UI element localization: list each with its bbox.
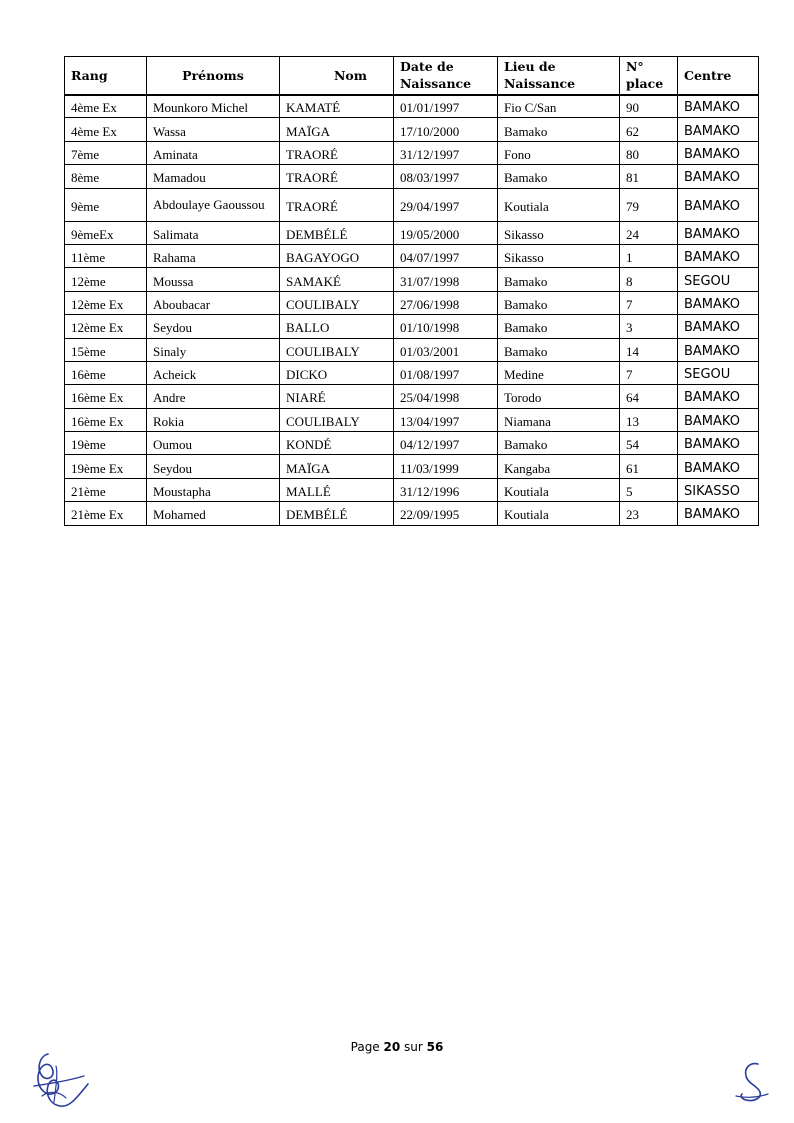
table-row — [65, 165, 759, 188]
cell-date-naissance: 04/12/1997 — [394, 432, 498, 455]
cell-prenoms: Wassa — [147, 118, 280, 141]
table-row — [65, 338, 759, 361]
cell-centre: BAMAKO — [678, 221, 759, 244]
table-row — [65, 455, 759, 478]
cell-rang: 12ème Ex — [65, 291, 147, 314]
cell-rang: 12ème — [65, 268, 147, 291]
header-prenoms: Prénoms — [147, 57, 280, 95]
table-row — [65, 432, 759, 455]
cell-centre: BAMAKO — [678, 141, 759, 164]
cell-prenoms: Aboubacar — [147, 291, 280, 314]
cell-date-naissance: 25/04/1998 — [394, 385, 498, 408]
cell-lieu-naissance: Koutiala — [498, 502, 620, 525]
cell-centre: BAMAKO — [678, 385, 759, 408]
cell-prenoms: Abdoulaye Gaoussou — [147, 188, 280, 221]
cell-prenoms: Mounkoro Michel — [147, 95, 280, 118]
cell-nom: MAÏGA — [280, 455, 394, 478]
cell-nom: MALLÉ — [280, 478, 394, 501]
cell-centre: BAMAKO — [678, 432, 759, 455]
table-row — [65, 118, 759, 141]
cell-centre: BAMAKO — [678, 244, 759, 267]
cell-numero-place: 54 — [620, 432, 678, 455]
cell-nom: COULIBALY — [280, 291, 394, 314]
page-number: 20 — [383, 1040, 401, 1054]
table-row — [65, 361, 759, 384]
cell-date-naissance: 01/03/2001 — [394, 338, 498, 361]
cell-lieu-naissance: Koutiala — [498, 188, 620, 221]
cell-date-naissance: 01/08/1997 — [394, 361, 498, 384]
cell-date-naissance: 31/12/1997 — [394, 141, 498, 164]
cell-lieu-naissance: Sikasso — [498, 244, 620, 267]
cell-centre: BAMAKO — [678, 95, 759, 118]
cell-numero-place: 24 — [620, 221, 678, 244]
cell-lieu-naissance: Bamako — [498, 315, 620, 338]
cell-rang: 12ème Ex — [65, 315, 147, 338]
cell-prenoms: Mohamed — [147, 502, 280, 525]
header-lieu-naissance — [498, 57, 620, 95]
cell-nom: DICKO — [280, 361, 394, 384]
cell-nom: TRAORÉ — [280, 141, 394, 164]
cell-prenoms: Moussa — [147, 268, 280, 291]
cell-nom: NIARÉ — [280, 385, 394, 408]
cell-numero-place: 7 — [620, 361, 678, 384]
cell-lieu-naissance: Sikasso — [498, 221, 620, 244]
cell-rang: 7ème — [65, 141, 147, 164]
cell-nom: DEMBÉLÉ — [280, 221, 394, 244]
cell-numero-place: 64 — [620, 385, 678, 408]
cell-centre: BAMAKO — [678, 118, 759, 141]
cell-nom: BAGAYOGO — [280, 244, 394, 267]
cell-rang: 4ème Ex — [65, 118, 147, 141]
cell-centre: SEGOU — [678, 361, 759, 384]
signature-right-icon — [728, 1058, 774, 1106]
table-row — [65, 141, 759, 164]
table-row — [65, 188, 759, 221]
cell-nom: SAMAKÉ — [280, 268, 394, 291]
cell-rang: 16ème — [65, 361, 147, 384]
cell-prenoms: Mamadou — [147, 165, 280, 188]
cell-prenoms: Oumou — [147, 432, 280, 455]
cell-prenoms: Andre — [147, 385, 280, 408]
cell-nom: KAMATÉ — [280, 95, 394, 118]
cell-rang: 21ème Ex — [65, 502, 147, 525]
cell-centre: SEGOU — [678, 268, 759, 291]
cell-date-naissance: 11/03/1999 — [394, 455, 498, 478]
cell-numero-place: 8 — [620, 268, 678, 291]
cell-centre: BAMAKO — [678, 338, 759, 361]
cell-nom: COULIBALY — [280, 338, 394, 361]
cell-numero-place: 90 — [620, 95, 678, 118]
cell-lieu-naissance: Medine — [498, 361, 620, 384]
cell-numero-place: 61 — [620, 455, 678, 478]
header-lieu-line1: Lieu de — [504, 59, 556, 75]
cell-prenoms: Salimata — [147, 221, 280, 244]
results-table — [64, 56, 759, 526]
cell-rang: 9èmeEx — [65, 221, 147, 244]
cell-centre: SIKASSO — [678, 478, 759, 501]
table-body — [65, 95, 759, 526]
page-footer — [0, 1040, 794, 1054]
cell-numero-place: 3 — [620, 315, 678, 338]
cell-prenoms: Rahama — [147, 244, 280, 267]
cell-prenoms: Moustapha — [147, 478, 280, 501]
cell-rang: 8ème — [65, 165, 147, 188]
cell-date-naissance: 22/09/1995 — [394, 502, 498, 525]
cell-date-naissance: 13/04/1997 — [394, 408, 498, 431]
cell-rang: 15ème — [65, 338, 147, 361]
cell-centre: BAMAKO — [678, 315, 759, 338]
cell-numero-place: 14 — [620, 338, 678, 361]
cell-date-naissance: 01/10/1998 — [394, 315, 498, 338]
cell-lieu-naissance: Niamana — [498, 408, 620, 431]
table-row — [65, 268, 759, 291]
cell-lieu-naissance: Bamako — [498, 118, 620, 141]
table-row — [65, 502, 759, 525]
header-place-line1: N° — [626, 59, 644, 75]
cell-centre: BAMAKO — [678, 165, 759, 188]
table-row — [65, 95, 759, 118]
header-row — [65, 57, 759, 95]
cell-date-naissance: 08/03/1997 — [394, 165, 498, 188]
cell-rang: 16ème Ex — [65, 408, 147, 431]
cell-date-naissance: 27/06/1998 — [394, 291, 498, 314]
cell-lieu-naissance: Bamako — [498, 338, 620, 361]
cell-date-naissance: 29/04/1997 — [394, 188, 498, 221]
table-row — [65, 478, 759, 501]
cell-prenoms: Seydou — [147, 455, 280, 478]
cell-centre: BAMAKO — [678, 188, 759, 221]
cell-prenoms: Acheick — [147, 361, 280, 384]
header-numero-place — [620, 57, 678, 95]
header-date-line2: Naissance — [400, 76, 472, 92]
header-date-line1: Date de — [400, 59, 454, 75]
table-row — [65, 291, 759, 314]
table-row — [65, 315, 759, 338]
cell-centre: BAMAKO — [678, 502, 759, 525]
cell-lieu-naissance: Koutiala — [498, 478, 620, 501]
cell-prenoms: Seydou — [147, 315, 280, 338]
cell-date-naissance: 01/01/1997 — [394, 95, 498, 118]
cell-nom: BALLO — [280, 315, 394, 338]
cell-lieu-naissance: Fio C/San — [498, 95, 620, 118]
cell-centre: BAMAKO — [678, 455, 759, 478]
cell-numero-place: 80 — [620, 141, 678, 164]
cell-date-naissance: 04/07/1997 — [394, 244, 498, 267]
header-date-naissance — [394, 57, 498, 95]
cell-numero-place: 1 — [620, 244, 678, 267]
cell-nom: COULIBALY — [280, 408, 394, 431]
cell-lieu-naissance: Kangaba — [498, 455, 620, 478]
cell-rang: 19ème Ex — [65, 455, 147, 478]
cell-numero-place: 81 — [620, 165, 678, 188]
cell-rang: 9ème — [65, 188, 147, 221]
cell-lieu-naissance: Bamako — [498, 291, 620, 314]
header-centre: Centre — [678, 57, 759, 95]
cell-prenoms: Rokia — [147, 408, 280, 431]
cell-date-naissance: 31/07/1998 — [394, 268, 498, 291]
cell-rang: 19ème — [65, 432, 147, 455]
table-row — [65, 408, 759, 431]
header-lieu-line2: Naissance — [504, 76, 576, 92]
cell-nom: MAÏGA — [280, 118, 394, 141]
cell-rang: 11ème — [65, 244, 147, 267]
cell-centre: BAMAKO — [678, 291, 759, 314]
cell-nom: TRAORÉ — [280, 188, 394, 221]
cell-rang: 4ème Ex — [65, 95, 147, 118]
cell-rang: 21ème — [65, 478, 147, 501]
header-nom: Nom — [280, 57, 394, 95]
cell-lieu-naissance: Bamako — [498, 432, 620, 455]
cell-numero-place: 5 — [620, 478, 678, 501]
cell-prenoms: Aminata — [147, 141, 280, 164]
cell-lieu-naissance: Bamako — [498, 165, 620, 188]
page-prefix: Page — [350, 1040, 384, 1054]
cell-date-naissance: 31/12/1996 — [394, 478, 498, 501]
cell-centre: BAMAKO — [678, 408, 759, 431]
cell-nom: KONDÉ — [280, 432, 394, 455]
page-total: 56 — [426, 1040, 444, 1054]
cell-lieu-naissance: Torodo — [498, 385, 620, 408]
table-row — [65, 221, 759, 244]
cell-prenoms: Sinaly — [147, 338, 280, 361]
cell-date-naissance: 17/10/2000 — [394, 118, 498, 141]
cell-date-naissance: 19/05/2000 — [394, 221, 498, 244]
cell-lieu-naissance: Fono — [498, 141, 620, 164]
cell-numero-place: 79 — [620, 188, 678, 221]
cell-numero-place: 7 — [620, 291, 678, 314]
cell-numero-place: 62 — [620, 118, 678, 141]
cell-nom: DEMBÉLÉ — [280, 502, 394, 525]
header-rang: Rang — [65, 57, 147, 95]
page-separator: sur — [400, 1040, 427, 1054]
signature-left-icon — [26, 1046, 96, 1112]
table-row — [65, 244, 759, 267]
cell-lieu-naissance: Bamako — [498, 268, 620, 291]
cell-nom: TRAORÉ — [280, 165, 394, 188]
header-place-line2: place — [626, 76, 664, 92]
table-row — [65, 385, 759, 408]
cell-rang: 16ème Ex — [65, 385, 147, 408]
cell-numero-place: 23 — [620, 502, 678, 525]
cell-numero-place: 13 — [620, 408, 678, 431]
